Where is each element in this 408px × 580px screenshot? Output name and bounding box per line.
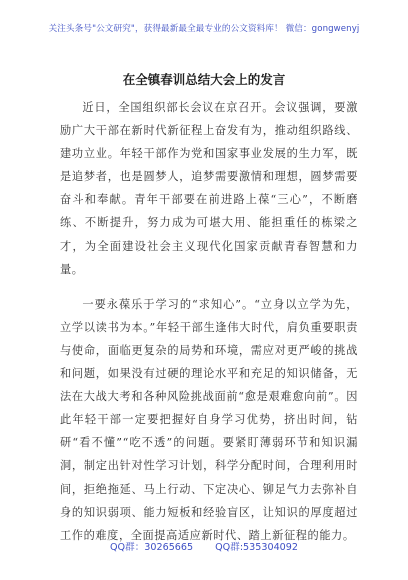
footer-qq-group-2: QQ群:535304092 <box>215 542 298 553</box>
header-banner: 关注头条号"公文研究"，获得最新最全最专业的公文资料库！ 微信：gongwenyj <box>48 24 360 34</box>
footer-contacts <box>0 539 408 553</box>
document-body <box>60 96 358 559</box>
paragraph-intro: 近日，全国组织部长会议在京召开。会议强调，要激励广大干部在新时代新征程上奋发有为，推动组织路线、建功立业。年轻干部作为党和国家事业发展的生力军，既是追梦者，也是圆梦人，追梦需要激情和理想，圆梦需要奋斗和奉献。青年干部要在前进路上葆“三心”，不断磨练、不断提升，努力成为可堪大用、能担重任的栋梁之才，为全面建设社会主义现代化国家贡献青春智慧和力量。 <box>60 101 358 276</box>
footer-qq-group-1: QQ群：30265665 <box>110 542 194 553</box>
paragraph-study: 一要永葆乐于学习的“求知心”。“立身以立学为先，立学以读书为本。”年轻干部生逢伟大时代，肩负重要职责与使命，面临更复杂的局势和环境，需应对更严峻的挑战和问题，如果没有过硬的理论水平和充足的知识储备，无法在大战大考和各种风险挑战面前“愈是艰难愈向前”。因此年轻干部一定要把握好自身学习优势，挤出时间，钻研“看不懂”“吃不透”的问题。要紧盯薄弱环节和知识漏洞，制定出针对性学习计划，科学分配时间，合理利用时间，拒绝拖延、马上行动、下定决心、铆足气力去弥补自身的知识弱项、能力短板和经验盲区，让知识的厚度超过工作的难度，全面提高适应新时代、踏上新征程的能力。 <box>60 297 358 542</box>
document-title: 在全镇春训总结大会上的发言 <box>122 72 286 87</box>
